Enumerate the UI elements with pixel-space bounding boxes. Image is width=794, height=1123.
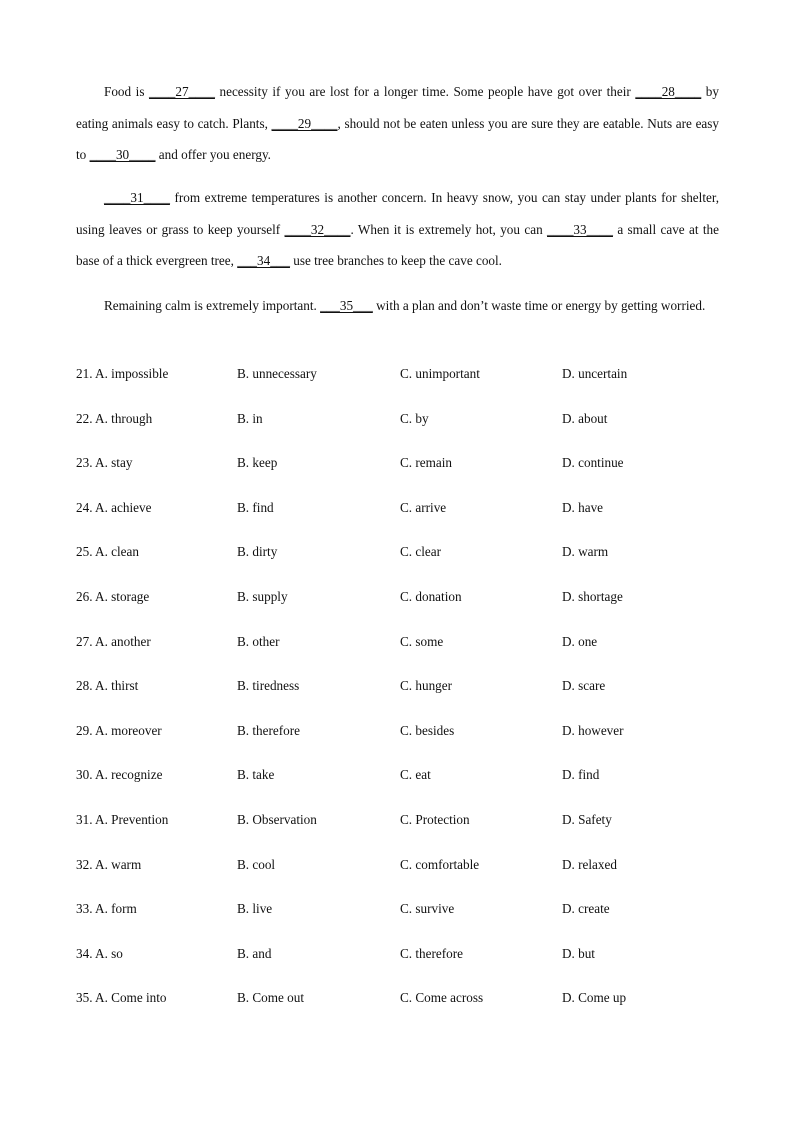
passage-text: Remaining calm is extremely important. bbox=[104, 298, 321, 313]
option-d: D. one bbox=[562, 633, 598, 649]
option-d: D. continue bbox=[562, 455, 624, 471]
option-d: D. scare bbox=[562, 678, 606, 694]
answer-blank: ____29____ bbox=[271, 115, 338, 131]
passage-text: . When it is extremely hot, you can bbox=[350, 221, 548, 237]
answer-blank: ____33____ bbox=[547, 221, 613, 237]
option-d: D. have bbox=[562, 499, 604, 515]
option-b: B. Observation bbox=[237, 811, 317, 827]
answer-blank: ____30____ bbox=[89, 147, 156, 162]
option-b: B. other bbox=[237, 633, 280, 649]
option-b: B. therefore bbox=[237, 722, 300, 738]
passage-text: and offer you energy. bbox=[155, 147, 271, 162]
option-d: D. create bbox=[562, 901, 610, 917]
option-b: B. and bbox=[237, 945, 272, 961]
option-c: C. eat bbox=[400, 767, 431, 783]
question-options-row bbox=[76, 366, 719, 411]
question-options-row bbox=[76, 500, 719, 545]
question-options-row bbox=[76, 901, 719, 946]
option-d: D. warm bbox=[562, 544, 609, 560]
question-options-row bbox=[76, 455, 719, 500]
option-c: C. remain bbox=[400, 455, 453, 471]
option-b: B. supply bbox=[237, 588, 288, 604]
passage-text: Food is bbox=[104, 84, 150, 99]
question-options-row bbox=[76, 990, 719, 1035]
option-b: B. Come out bbox=[237, 990, 305, 1006]
passage-text: from extreme temperatures is another concern. In heavy snow, you can stay under plants for shelter, using leaves or grass to keep yourself bbox=[76, 190, 719, 237]
passage-text: with a plan and don’t waste time or energy by getting worried. bbox=[372, 298, 706, 313]
question-options-row bbox=[76, 634, 719, 679]
question-options-row bbox=[76, 857, 719, 902]
answer-blank: ____27____ bbox=[149, 84, 215, 99]
option-c: C. some bbox=[400, 633, 444, 649]
option-c: C. comfortable bbox=[400, 856, 480, 872]
answer-blank: ___35___ bbox=[320, 298, 373, 313]
question-options-row bbox=[76, 411, 719, 456]
passage-paragraph-3 bbox=[76, 290, 719, 322]
passage-text: , should not be eaten unless you are sure they are eatable. Nuts are easy to bbox=[76, 115, 719, 162]
passage-text: necessity if you are lost for a longer time. Some people have got over their bbox=[214, 84, 636, 99]
option-a: 33. A. form bbox=[76, 901, 137, 917]
option-a: 26. A. storage bbox=[76, 588, 150, 604]
option-c: C. survive bbox=[400, 901, 455, 917]
option-a: 24. A. achieve bbox=[76, 499, 152, 515]
answer-blank: ____28____ bbox=[635, 84, 702, 99]
option-a: 31. A. Prevention bbox=[76, 811, 169, 827]
option-c: C. unimportant bbox=[400, 366, 480, 381]
option-b: B. cool bbox=[237, 856, 276, 872]
option-c: C. Come across bbox=[400, 990, 484, 1006]
option-c: C. therefore bbox=[400, 945, 463, 961]
option-b: B. take bbox=[237, 767, 275, 783]
option-b: B. find bbox=[237, 499, 274, 515]
option-d: D. relaxed bbox=[562, 856, 617, 872]
option-c: C. arrive bbox=[400, 499, 447, 515]
answer-options-list bbox=[76, 366, 719, 1035]
passage-paragraph-2 bbox=[76, 182, 719, 277]
option-a: 34. A. so bbox=[76, 945, 123, 961]
question-options-row bbox=[76, 544, 719, 589]
option-b: B. dirty bbox=[237, 544, 278, 560]
option-d: D. about bbox=[562, 410, 608, 426]
option-d: D. Come up bbox=[562, 990, 627, 1006]
option-a: 35. A. Come into bbox=[76, 990, 167, 1006]
option-d: D. but bbox=[562, 945, 595, 961]
option-a: 32. A. warm bbox=[76, 856, 142, 872]
option-d: D. shortage bbox=[562, 588, 623, 604]
question-options-row bbox=[76, 723, 719, 768]
question-options-row bbox=[76, 812, 719, 857]
option-c: C. Protection bbox=[400, 811, 470, 827]
option-a: 28. A. thirst bbox=[76, 678, 139, 694]
option-d: D. however bbox=[562, 722, 624, 738]
option-a: 30. A. recognize bbox=[76, 767, 163, 783]
option-c: C. donation bbox=[400, 588, 462, 604]
option-d: D. Safety bbox=[562, 811, 612, 827]
option-d: D. uncertain bbox=[562, 366, 628, 381]
option-d: D. find bbox=[562, 767, 600, 783]
answer-blank: ___34___ bbox=[237, 253, 290, 268]
option-c: C. hunger bbox=[400, 678, 453, 694]
question-options-row bbox=[76, 678, 719, 723]
passage-paragraph-1 bbox=[76, 76, 719, 171]
passage-text: by eating animals easy to catch. Plants, bbox=[76, 84, 719, 131]
option-b: B. unnecessary bbox=[237, 366, 317, 381]
option-a: 27. A. another bbox=[76, 633, 151, 649]
option-c: C. clear bbox=[400, 544, 442, 560]
option-b: B. in bbox=[237, 410, 263, 426]
option-a: 23. A. stay bbox=[76, 455, 133, 471]
option-a: 29. A. moreover bbox=[76, 722, 162, 738]
question-options-row bbox=[76, 767, 719, 812]
option-b: B. live bbox=[237, 901, 273, 917]
option-c: C. by bbox=[400, 410, 429, 426]
answer-blank: ____31____ bbox=[104, 190, 170, 205]
answer-blank: ____32____ bbox=[284, 221, 351, 237]
passage-text: use tree branches to keep the cave cool. bbox=[289, 253, 502, 268]
option-b: B. tiredness bbox=[237, 678, 300, 694]
question-options-row bbox=[76, 589, 719, 634]
option-a: 22. A. through bbox=[76, 410, 153, 426]
option-c: C. besides bbox=[400, 722, 455, 738]
option-a: 21. A. impossible bbox=[76, 366, 169, 381]
question-options-row bbox=[76, 946, 719, 991]
option-b: B. keep bbox=[237, 455, 278, 471]
option-a: 25. A. clean bbox=[76, 544, 139, 560]
passage-text: a small cave at the base of a thick evergreen tree, bbox=[76, 221, 719, 268]
